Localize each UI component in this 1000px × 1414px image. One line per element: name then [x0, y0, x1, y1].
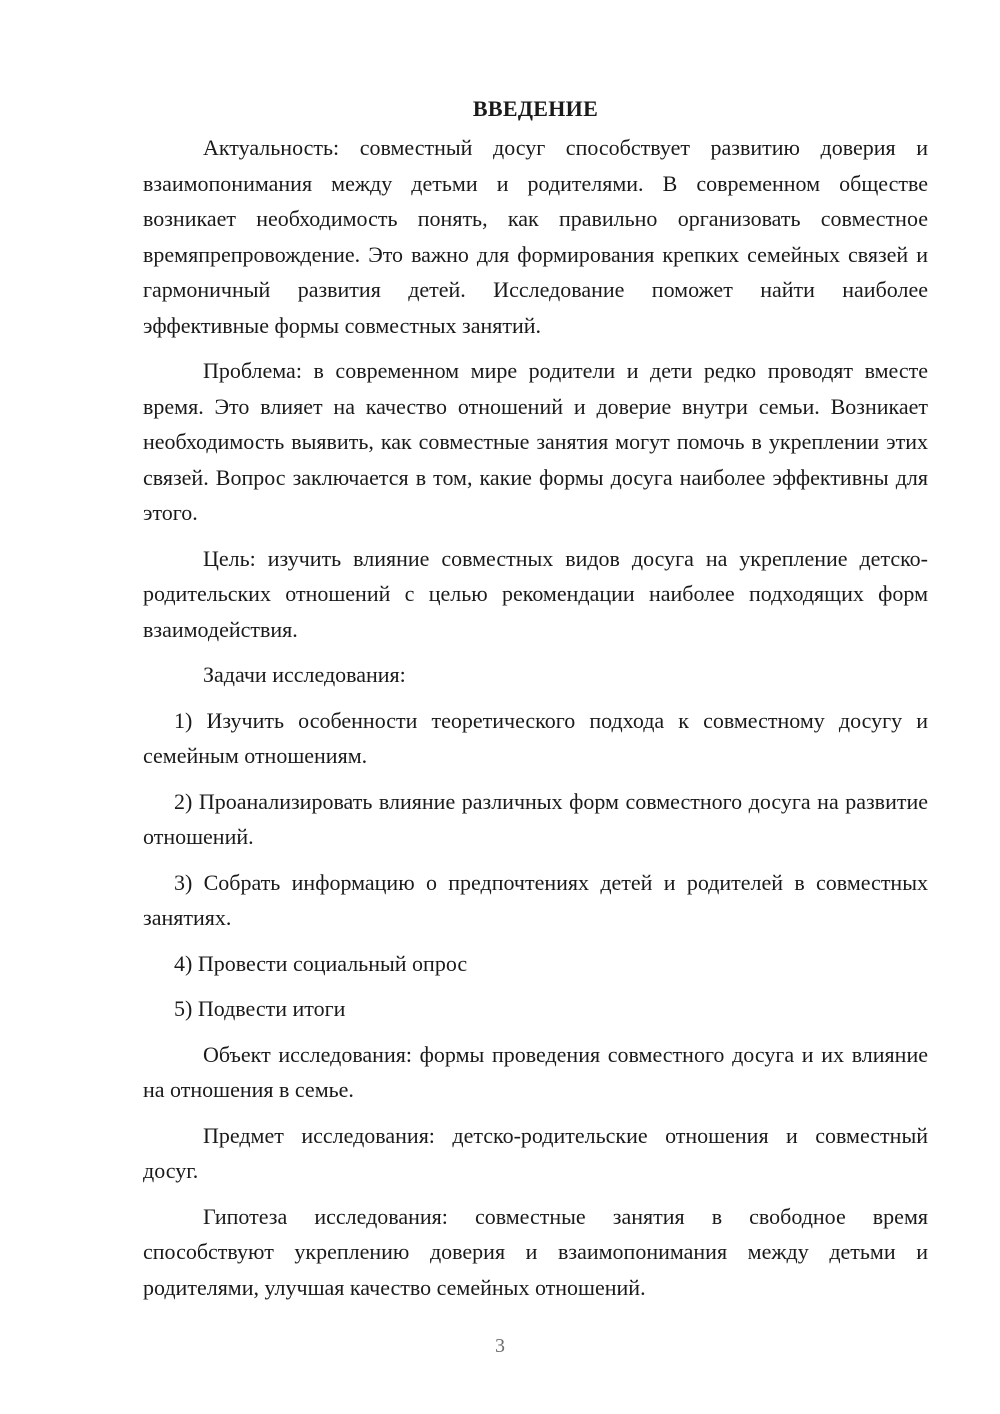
paragraph-object: Объект исследования: формы проведения совместного досуга и их влияние на отношения в семье. [143, 1041, 928, 1102]
document-page [143, 92, 928, 1315]
task-item: 2) Проанализировать влияние различных форм совместного досуга на развитие отношений. [143, 788, 928, 849]
paragraph-tasks-heading: Задачи исследования: [203, 662, 406, 687]
task-item: 5) Подвести итоги [174, 996, 346, 1021]
paragraph-problem: Проблема: в современном мире родители и дети редко проводят вместе время. Это влияет на качество отношений и доверие внутри семьи. Возникает необходимость выявить, как совместные занятия могут помочь в укреплении этих связей. Вопрос заключается в том, какие формы досуга наиболее эффективны для этого. [143, 358, 928, 525]
task-item: 4) Провести социальный опрос [174, 950, 468, 976]
paragraph-hypothesis: Гипотеза исследования: совместные занятия в свободное время способствуют укреплению доверия и взаимопонимания между детьми и родителями, улучшая качество семейных отношений. [143, 1203, 928, 1300]
paragraph-relevance: Актуальность: совместный досуг способствует развитию доверия и взаимопонимания между детьми и родителями. В современном обществе возникает необходимость понять, как правильно организовать совместное времяпрепровождение. Это важно для формирования крепких семейных связей и гармоничный развития детей. Исследование поможет найти наиболее эффективные формы совместных занятий. [143, 135, 928, 338]
task-item: 1) Изучить особенности теоретического подхода к совместному досугу и семейным отношениям. [143, 707, 928, 768]
paragraph-subject: Предмет исследования: детско-родительские отношения и совместный досуг. [143, 1122, 928, 1183]
section-title: ВВЕДЕНИЕ [472, 96, 599, 121]
paragraph-goal: Цель: изучить влияние совместных видов досуга на укрепление детско-родительских отношений с целью рекомендации наиболее подходящих форм взаимодействия. [143, 545, 928, 642]
page-number: 3 [495, 1335, 505, 1357]
task-item: 3) Собрать информацию о предпочтениях детей и родителей в совместных занятиях. [143, 869, 928, 930]
